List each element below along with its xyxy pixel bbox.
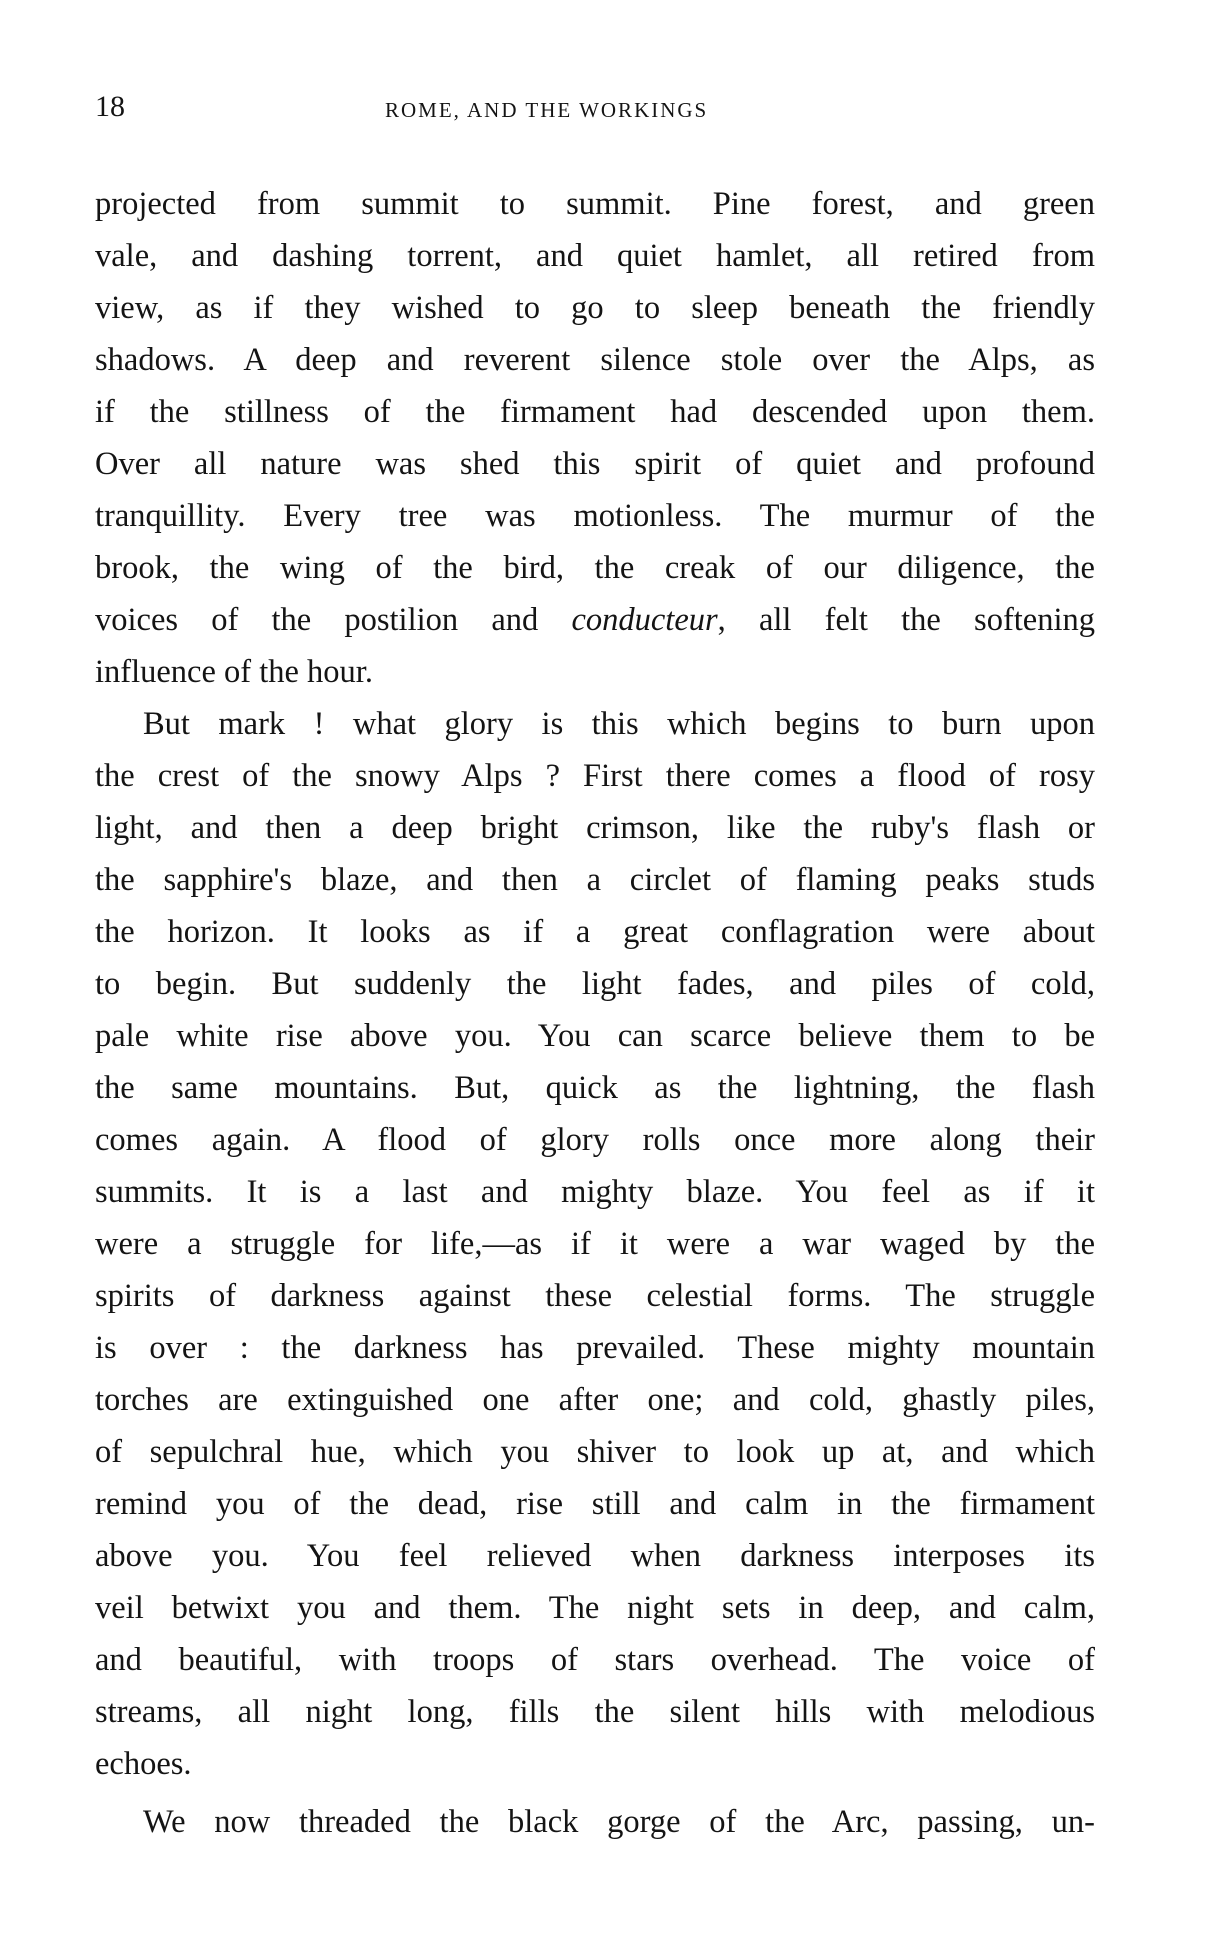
paragraph-3 — [95, 1796, 1095, 1848]
paragraph-1 — [95, 178, 1095, 698]
paragraph-2 — [95, 698, 1095, 1790]
text-line: streams, all night long, fills the silent hills with melodious — [95, 1694, 1095, 1730]
text-line: view, as if they wished to go to sleep beneath the friendly — [95, 290, 1095, 326]
text-line: projected from summit to summit. Pine forest, and green — [95, 186, 1095, 222]
running-head: ROME, AND THE WORKINGS — [385, 98, 709, 122]
text-line-last: influence of the hour. — [95, 654, 373, 690]
text-line: shadows. A deep and reverent silence stole over the Alps, as — [95, 342, 1095, 378]
text-fragment: voices of the postilion and — [95, 602, 572, 638]
text-line: were a struggle for life,—as if it were a war waged by the — [95, 1226, 1095, 1262]
text-line: summits. It is a last and mighty blaze. You feel as if it — [95, 1174, 1095, 1210]
text-line: if the stillness of the firmament had descended upon them. — [95, 394, 1095, 430]
text-line: spirits of darkness against these celestial forms. The struggle — [95, 1278, 1095, 1314]
text-line: vale, and dashing torrent, and quiet hamlet, all retired from — [95, 238, 1095, 274]
text-line: the horizon. It looks as if a great conflagration were about — [95, 914, 1095, 950]
italic-word: conducteur — [571, 602, 718, 638]
text-line: the crest of the snowy Alps ? First there comes a flood of rosy — [95, 758, 1095, 794]
page-header — [95, 90, 1095, 130]
text-line: pale white rise above you. You can scarce believe them to be — [95, 1018, 1095, 1054]
text-line: the same mountains. But, quick as the lightning, the flash — [95, 1070, 1095, 1106]
text-line: comes again. A flood of glory rolls once more along their — [95, 1122, 1095, 1158]
body-text — [95, 178, 1095, 1848]
text-line: above you. You feel relieved when darkness interposes its — [95, 1538, 1095, 1574]
text-fragment: , all felt the softening — [717, 602, 1095, 638]
text-line-first: But mark ! what glory is this which begins to burn upon — [143, 706, 1095, 742]
text-line: brook, the wing of the bird, the creak of our diligence, the — [95, 550, 1095, 586]
text-line: is over : the darkness has prevailed. These mighty mountain — [95, 1330, 1095, 1366]
text-line: the sapphire's blaze, and then a circlet of flaming peaks studs — [95, 862, 1095, 898]
text-line: of sepulchral hue, which you shiver to look up at, and which — [95, 1434, 1095, 1470]
text-line: light, and then a deep bright crimson, like the ruby's flash or — [95, 810, 1095, 846]
text-line-last: echoes. — [95, 1746, 192, 1782]
text-line: and beautiful, with troops of stars overhead. The voice of — [95, 1642, 1095, 1678]
text-line: Over all nature was shed this spirit of quiet and profound — [95, 446, 1095, 482]
text-line: tranquillity. Every tree was motionless. The murmur of the — [95, 498, 1095, 534]
text-line-first: We now threaded the black gorge of the Arc, passing, un- — [143, 1804, 1095, 1840]
text-line: veil betwixt you and them. The night sets in deep, and calm, — [95, 1590, 1095, 1626]
text-line: to begin. But suddenly the light fades, and piles of cold, — [95, 966, 1095, 1002]
text-line: remind you of the dead, rise still and calm in the firmament — [95, 1486, 1095, 1522]
text-line: torches are extinguished one after one; and cold, ghastly piles, — [95, 1382, 1095, 1418]
page-number: 18 — [95, 90, 125, 123]
text-line-with-italic — [95, 594, 1095, 646]
